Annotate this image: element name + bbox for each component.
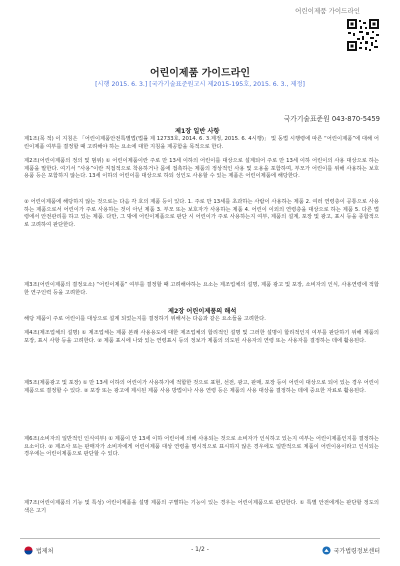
article7-text: 제7조(어린이제품의 기능 및 특성) 어린이제품을 설명 제품의 구별하는 기능이 있는 경우는 어린이제품으로 판단한다. ① 특별 안전에게는 판단할 정도의 색은 고기: [24, 500, 379, 514]
chapter1-heading: 제1장 일반 사항: [175, 128, 220, 135]
chapter2-heading: 제2장 어린이제품의 해석: [168, 308, 237, 315]
article2-para2-text: ② 어린이제품에 해당하지 않는 것으로는 다음 각 호의 제품 등이 있다. 1. 주로 만 13세를 초과하는 사람이 사용하는 제품 2. 여러 연령층이 공통으로 사용하는 제품으로서 어린이가 주로 사용하는 것이 아닌 제품 3. 부모 또는 보호자가 사용하는 제품 4. 어린이 이외의 연령층을 대상으로 하는 제품 5. 다른 법령에서 안전관리를 하고 있는 제품. 다만, 그 밖에 어린이제품으로 판단 시 어린이가 주로 사용하는지 여부, 제품의 설계, 포장 및 광고, 표시 등을 종합적으로 고려하여 판단한다.: [24, 199, 379, 228]
qr-code-icon: [346, 18, 380, 52]
running-header: 어린이제품 가이드라인: [295, 7, 360, 15]
footer-right-label: 국가법령정보센터: [333, 548, 380, 555]
article4-text: 제4조(제조업체의 설명) ① 제조업체는 제품 본래 사용용도에 대한 제조업체의 합리적인 설명 및 그러한 설명이 합리적인지 여부를 판단하기 위해 제품의 포장, 표시 사항 등을 고려한다. ② 제품 표시에 나와 있는 연령표시 등의 정보가 제품의 의도된 사용자의 연령 또는 사용자를 결정하는 데에 활용된다.: [24, 330, 379, 344]
chapter2-intro: 해당 제품이 주로 어린이를 대상으로 설계 되었는지를 결정하기 위해서는 다음과 같은 요소들을 고려한다.: [24, 316, 266, 322]
footer-right: [322, 546, 380, 555]
document-subtitle: [시행 2015. 6. 3.] [국가기술표준원고시 제2015-195호, 2015. 6. 3., 제정]: [95, 81, 305, 88]
article5-text: 제5조(제품광고 및 포장) ① 만 13세 이하의 어린이가 사용하기에 적합한 것으로 표현, 선전, 광고, 판매, 포장 등이 어린이 대상으로 되어 있는 경우 어린이제품으로 결정할 수 있다. ② 포장 또는 광고에 제시된 제품 사용 방법이나 사용 연령 등은 제품의 사용 대상을 결정하는 데에 중요한 자료로 활용된다.: [24, 380, 379, 394]
document-title: 어린이제품 가이드라인: [149, 68, 251, 79]
footer-left-label: 법제처: [36, 548, 54, 555]
article3-text: 제3조(어린이제품의 결정요소) “어린이제품” 여부를 결정할 때 고려해야하는 요소는 제조업체의 설명, 제품 광고 및 포장, 소비자의 인식, 사용연령에 적합한 연구인력 등을 고려한다.: [24, 282, 379, 296]
footer-divider: [20, 538, 380, 539]
article1-text: 제1조(목 적) 이 지침은 「어린이제품안전특별법(법률 제 12733호, 2014. 6. 3.제정, 2015. 6. 4시행)」 및 동법 시행령에 따른 “어린이제품”에 대해 어린이제품 여부를 결정할 때 고려해야 하는 요소에 대한 지침을 제공함을 목적으로 한다.: [24, 136, 379, 150]
agency-contact: 국가기술표준원 043-870-5459: [283, 115, 380, 123]
article6-text: 제6조(소비자의 일반적인 인식여부) ① 제품이 만 13세 이하 어린이에 의해 사용되는 것으로 소비자가 인식하고 있는지 여부는 어린이제품인지를 결정하는 요소이다. ② 제조사 또는 판매자가 소비자에게 어린이제품 대상 연령을 명시적으로 표시하지 않은 경우에도 일반적으로 제품이 어린이용이라고 인식되는 경우에는 어린이제품으로 판단할 수 있다.: [24, 436, 379, 457]
article2-text: 제2조(어린이제품의 정의 및 범위) ① 어린이제품이란 주로 만 13세 이하의 어린이를 대상으로 설계되어 주로 만 13세 이하 어린이의 사용 대상으로 하는 제품을 말한다. 여기서 “사용”이란 직접적으로 착용하거나 몸에 접촉하는 제품의 정상적인 사용 및 오용을 포함하며, 부모가 어린이를 위해 사용하는 보호용품 등은 포함하지 않는다. 13세 이하의 어린이를 대상으로 하되 성인도 사용할 수 있는 제품은 어린이제품에 해당한다.: [24, 158, 379, 179]
page-number: - 1/2 -: [191, 546, 209, 553]
law-center-logo-icon: [322, 546, 331, 555]
